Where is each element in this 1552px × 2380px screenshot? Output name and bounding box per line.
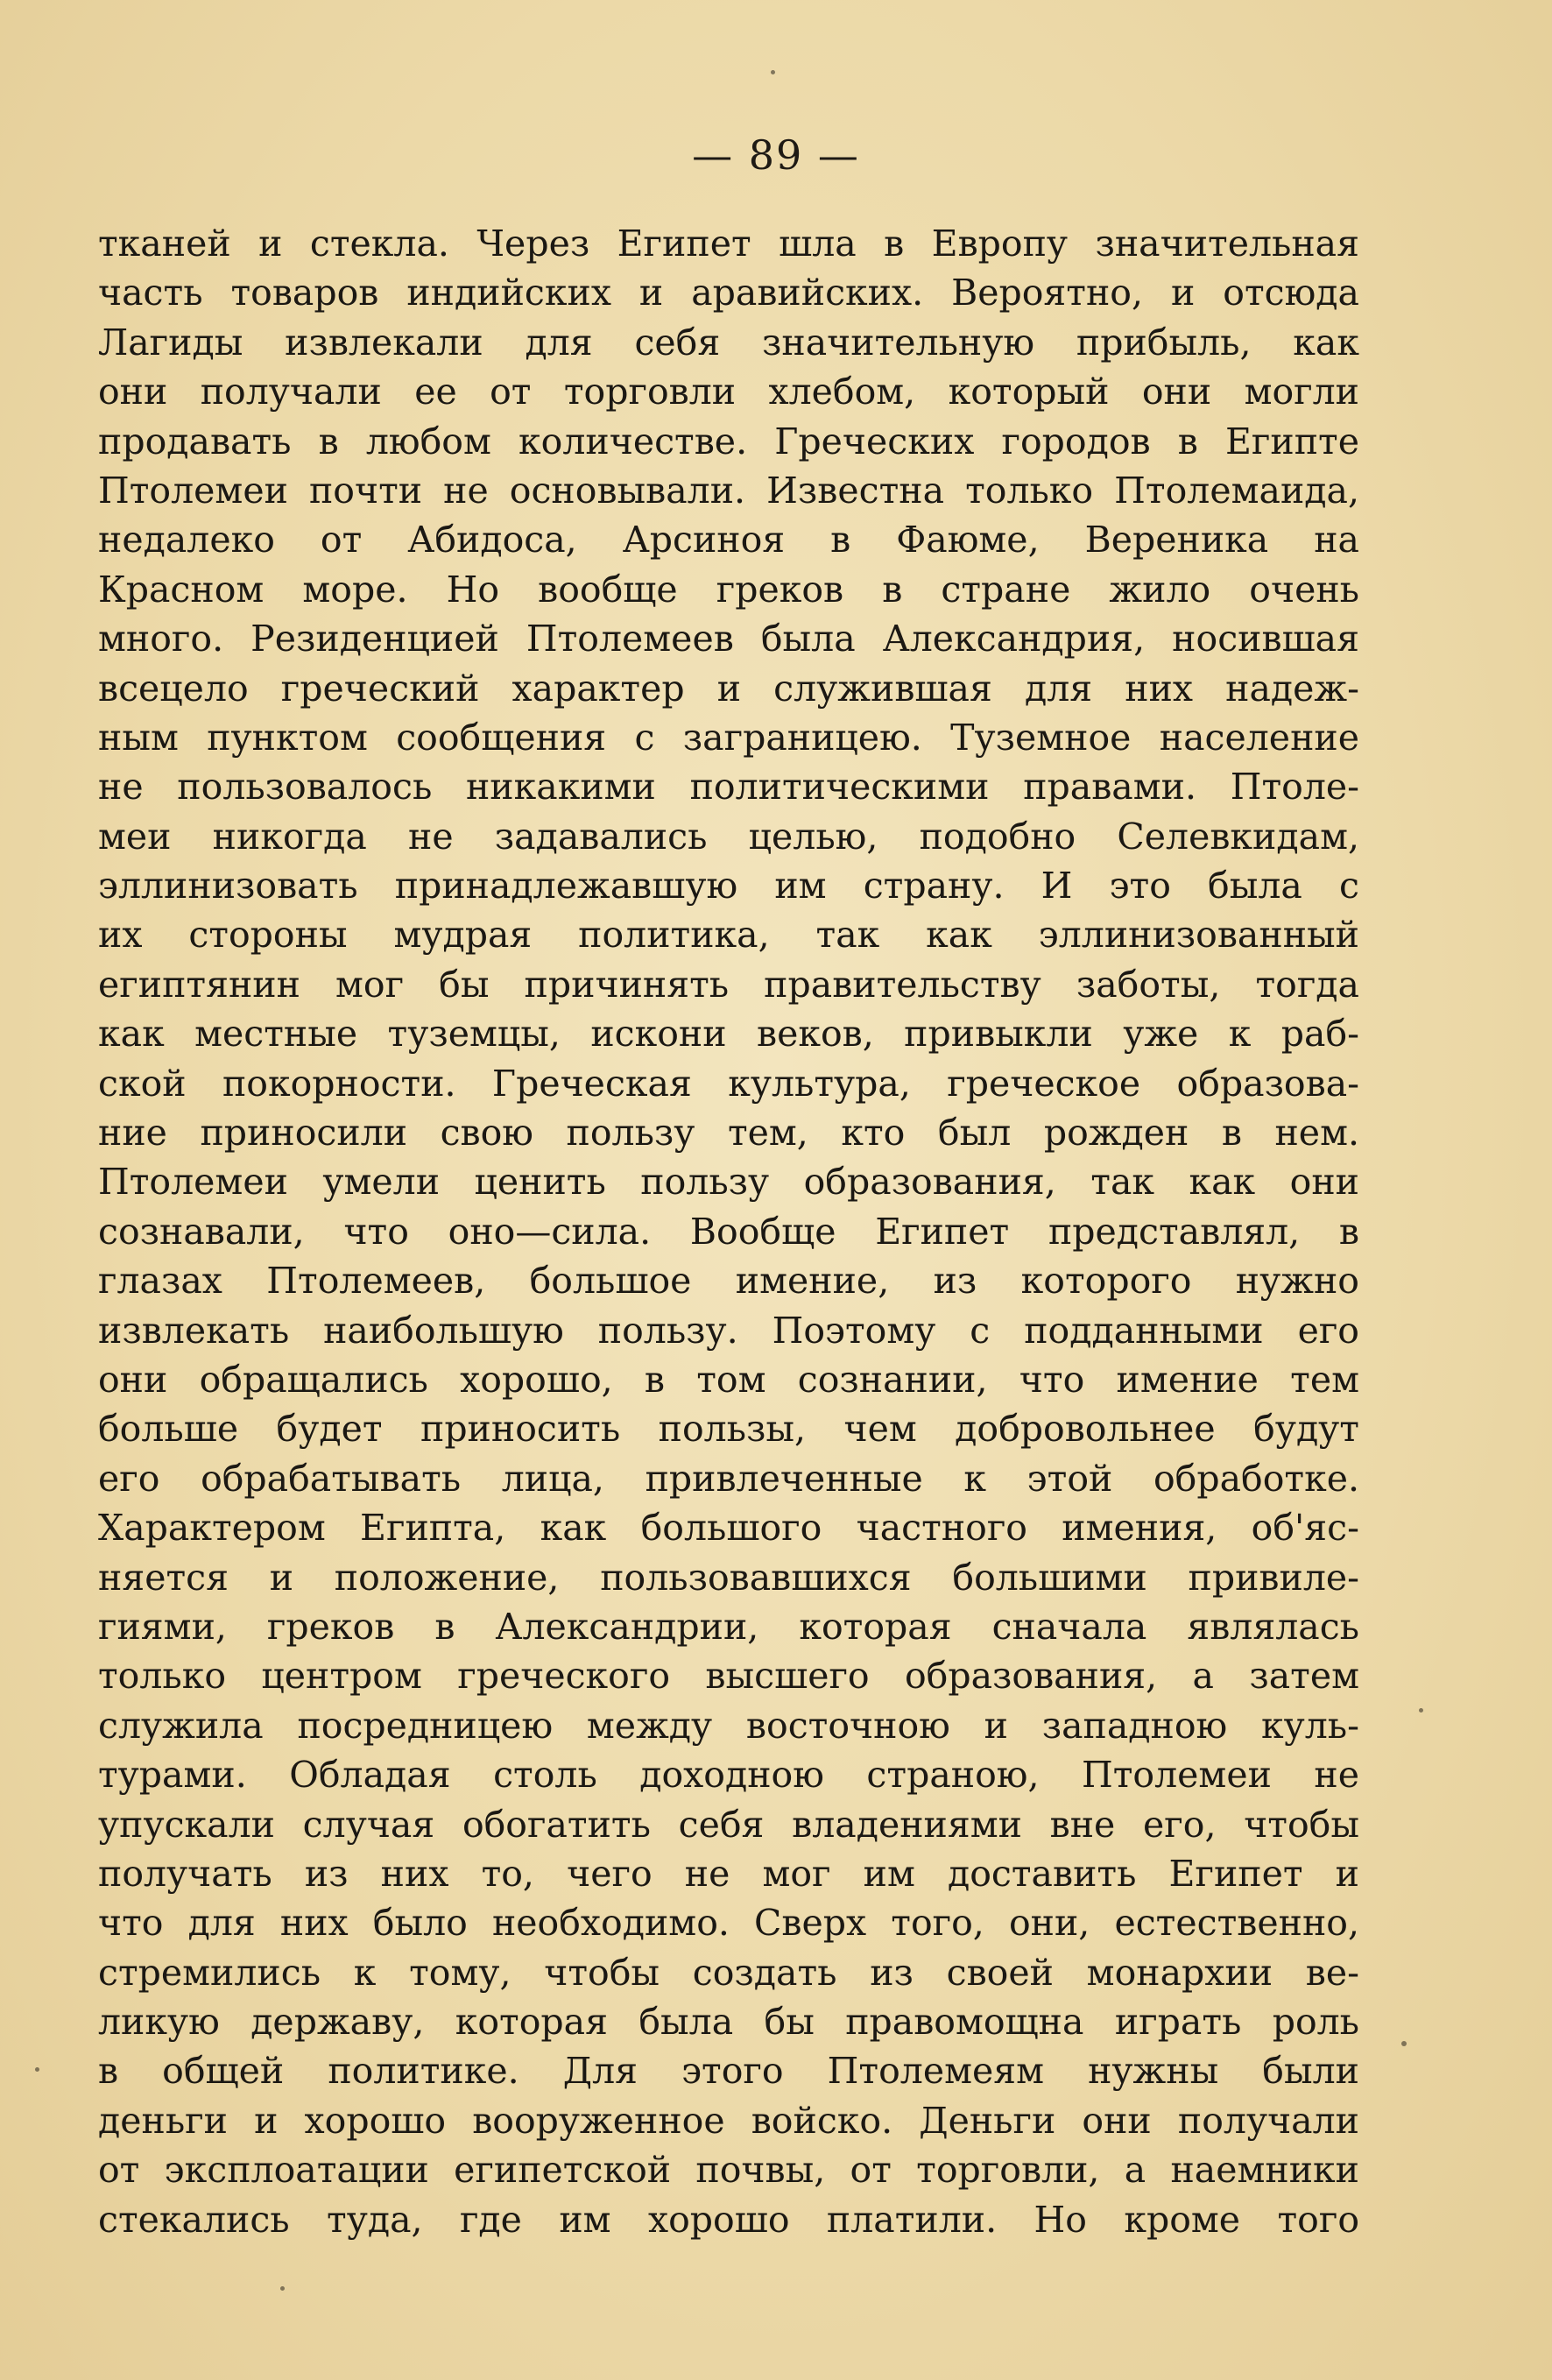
text-line: часть товаров индийских и аравийских. Вероятно, и отсюда <box>98 272 1359 314</box>
text-line: гиями, греков в Александрии, которая сначала являлась <box>98 1605 1359 1648</box>
text-line: ным пунктом сообщения с заграницею. Туземное население <box>98 716 1359 759</box>
text-line: много. Резиденцией Птолемеев была Александрия, носившая <box>98 618 1359 660</box>
text-line: ской покорности. Греческая культура, греческое образова- <box>98 1062 1359 1105</box>
text-line: они получали ее от торговли хлебом, который они могли <box>98 371 1359 413</box>
text-line: Птолемеи умели ценить пользу образования, так как они <box>98 1161 1359 1204</box>
text-line: ликую державу, которая была бы правомощна играть роль <box>98 2001 1359 2044</box>
text-line: его обрабатывать лица, привлеченные к этой обработке. <box>98 1457 1359 1500</box>
paper-speck <box>771 70 775 74</box>
text-line: получать из них то, чего не мог им доставить Египет и <box>98 1852 1359 1895</box>
text-line: Характером Египта, как большого частного имения, об'яс- <box>98 1507 1359 1550</box>
text-line: тканей и стекла. Через Египет шла в Европу значительная <box>98 222 1359 265</box>
text-line: извлекать наибольшую пользу. Поэтому с подданными его <box>98 1309 1359 1352</box>
text-line: стекались туда, где им хорошо платили. Но кроме того <box>98 2198 1359 2241</box>
text-line: няется и положение, пользовавшихся большими привиле- <box>98 1556 1359 1599</box>
paper-speck <box>1419 1708 1423 1713</box>
text-line: продавать в любом количестве. Греческих городов в Египте <box>98 420 1359 463</box>
text-line: только центром греческого высшего образования, а затем <box>98 1655 1359 1698</box>
text-line: что для них было необходимо. Сверх того, они, естественно, <box>98 1902 1359 1945</box>
text-line: ние приносили свою пользу тем, кто был рожден в нем. <box>98 1112 1359 1155</box>
text-line: эллинизовать принадлежавшую им страну. И это была с <box>98 865 1359 908</box>
text-line: стремились к тому, чтобы создать из своей монархии ве- <box>98 1951 1359 1994</box>
text-line: меи никогда не задавались целью, подобно Селевкидам, <box>98 815 1359 858</box>
text-line: как местные туземцы, искони веков, привыкли уже к раб- <box>98 1013 1359 1056</box>
paper-speck <box>35 2067 39 2072</box>
text-line: египтянин мог бы причинять правительству заботы, тогда <box>98 963 1359 1006</box>
text-line: сознавали, что оно—сила. Вообще Египет представлял, в <box>98 1210 1359 1253</box>
text-line: не пользовалось никакими политическими правами. Птоле- <box>98 766 1359 809</box>
text-line: их стороны мудрая политика, так как эллинизованный <box>98 914 1359 957</box>
paper-speck <box>280 2286 285 2291</box>
text-line: Красном море. Но вообще греков в стране жило очень <box>98 568 1359 611</box>
text-line: они обращались хорошо, в том сознании, что имение тем <box>98 1358 1359 1401</box>
text-line: от эксплоатации египетской почвы, от торговли, а наемники <box>98 2149 1359 2192</box>
text-line: больше будет приносить пользы, чем добровольнее будут <box>98 1408 1359 1451</box>
paper-speck <box>1401 2041 1407 2046</box>
text-line: турами. Обладая столь доходною страною, Птолемеи не <box>98 1754 1359 1797</box>
page-number: — 89 — <box>692 131 860 179</box>
text-line: упускали случая обогатить себя владениями вне его, чтобы <box>98 1803 1359 1846</box>
text-line: служила посредницею между восточною и западною куль- <box>98 1704 1359 1747</box>
text-line: деньги и хорошо вооруженное войско. Деньги они получали <box>98 2099 1359 2142</box>
text-line: недалеко от Абидоса, Арсиноя в Фаюме, Вереника на <box>98 519 1359 561</box>
text-line: Лагиды извлекали для себя значительную прибыль, как <box>98 321 1359 364</box>
text-line: в общей политике. Для этого Птолемеям нужны были <box>98 2050 1359 2093</box>
text-line: всецело греческий характер и служившая для них надеж- <box>98 667 1359 710</box>
text-line: Птолемеи почти не основывали. Известна только Птолемаида, <box>98 469 1359 512</box>
body-text <box>98 219 1359 2244</box>
text-line: глазах Птолемеев, большое имение, из которого нужно <box>98 1260 1359 1303</box>
